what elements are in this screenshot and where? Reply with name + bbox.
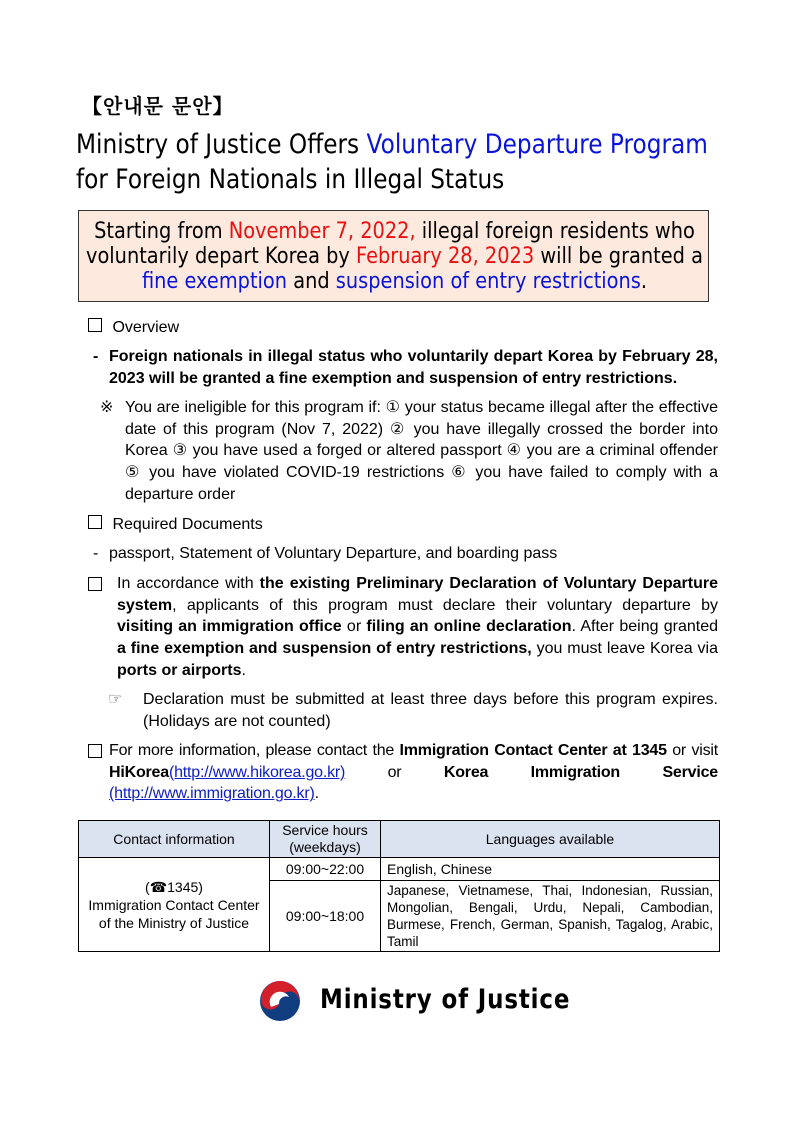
bold-text: ports or airports — [117, 661, 242, 679]
table-header-row — [79, 821, 720, 858]
text: . — [241, 661, 246, 679]
dash-marker: - — [93, 545, 99, 562]
government-emblem-icon — [259, 980, 301, 1027]
languages-cell: Japanese, Vietnamese, Thai, Indonesian, Russian, Mongolian, Bengali, Urdu, Nepali, Cambodian, Burmese, French, German, Spanish, Tagalog, Arabic, Tamil — [381, 881, 720, 952]
contact-table — [78, 820, 720, 952]
start-date: November 7, 2022, — [228, 219, 416, 244]
text: , applicants of this program must declare their voluntary departure by — [172, 596, 718, 614]
immigration-service-label: Korea Immigration Service — [443, 763, 718, 781]
text: or visit — [666, 742, 719, 759]
contact-paragraph — [109, 740, 718, 805]
bold-text: filing an online declaration — [366, 618, 572, 636]
checkbox-square-icon — [88, 577, 102, 596]
text: For more information, please contact the — [109, 742, 400, 759]
dash-marker: - — [93, 348, 99, 365]
ineligibility-note: You are ineligible for this program if: ① your status became illegal after the effective date of this program (Nov 7, 2022) ② you have illegally crossed the border into Korea ③ you have used a forged or altered passport ④ you are a criminal offender ⑤ you have violated COVID-19 restrictions ⑥ you have failed to comply with a departure order — [125, 399, 718, 503]
hikorea-link[interactable]: (http://www.hikorea.go.kr) — [168, 763, 346, 781]
contact-name: Immigration Contact Center of the Ministry of Justice — [88, 896, 260, 931]
header-languages: Languages available — [381, 821, 720, 858]
declaration-paragraph — [117, 573, 718, 682]
text: or — [345, 763, 444, 781]
documents-list: passport, Statement of Voluntary Departure, and boarding pass — [109, 545, 558, 562]
declaration-note: Declaration must be submitted at least three days before this program expires. (Holidays are not counted) — [143, 691, 718, 730]
table-row — [79, 858, 720, 881]
bold-text: visiting an immigration office — [117, 618, 342, 636]
text: In accordance with — [117, 575, 260, 592]
bold-text: the existing Preliminary Declaration of Voluntary Departure system — [117, 575, 718, 614]
hours-cell: 09:00~22:00 — [270, 858, 381, 881]
checkbox-square-icon — [88, 318, 102, 332]
header-contact: Contact information — [79, 821, 270, 858]
summary-box — [78, 210, 709, 302]
footer-ministry-name: Ministry of Justice — [320, 984, 571, 1015]
text: . After being granted — [571, 618, 719, 636]
page-title — [76, 127, 708, 197]
hours-cell: 09:00~18:00 — [270, 881, 381, 952]
fine-exemption: fine exemption — [141, 269, 288, 294]
text: or — [341, 618, 367, 636]
summary-text: and — [287, 269, 336, 294]
checkbox-square-icon — [88, 744, 102, 763]
end-date: February 28, 2023 — [356, 244, 535, 269]
title-line2: for Foreign Nationals in Illegal Status — [76, 164, 505, 195]
checkbox-square-icon — [88, 515, 102, 529]
bold-text: a fine exemption and suspension of entry restrictions, — [117, 640, 532, 658]
summary-text: will be granted a — [534, 244, 703, 269]
immigration-link[interactable]: (http://www.immigration.go.kr) — [109, 785, 315, 803]
bold-text: Immigration Contact Center at 1345 — [399, 742, 667, 759]
summary-text: illegal foreign residents who voluntarily depart Korea by — [85, 219, 695, 269]
hikorea-label: HiKorea — [109, 763, 169, 781]
summary-text: . — [640, 269, 648, 294]
languages-cell: English, Chinese — [381, 858, 720, 881]
documents-heading-text: Required Documents — [112, 516, 263, 533]
title-highlight: Voluntary Departure Program — [366, 129, 708, 160]
header-hours: Service hours (weekdays) — [270, 821, 381, 858]
title-part1: Ministry of Justice Offers — [76, 129, 367, 160]
text: . — [314, 785, 319, 803]
overview-heading — [88, 317, 179, 339]
overview-heading-text: Overview — [112, 319, 180, 336]
suspension-of-entry-restrictions: suspension of entry restrictions — [335, 269, 641, 294]
note-mark-icon: ※ — [100, 399, 114, 416]
overview-bullet: Foreign nationals in illegal status who voluntarily depart Korea by February 28, 2023 will be granted a fine exemption and suspension of entry restrictions. — [109, 348, 718, 387]
pointing-hand-icon: ☞ — [108, 691, 123, 708]
contact-cell — [79, 858, 270, 952]
documents-heading — [88, 514, 263, 536]
contact-phone: (☎1345) — [145, 878, 203, 895]
summary-text: Starting from — [94, 219, 229, 244]
text: you must leave Korea via — [531, 640, 719, 658]
document-label: 【안내문 문안】 — [82, 94, 234, 118]
